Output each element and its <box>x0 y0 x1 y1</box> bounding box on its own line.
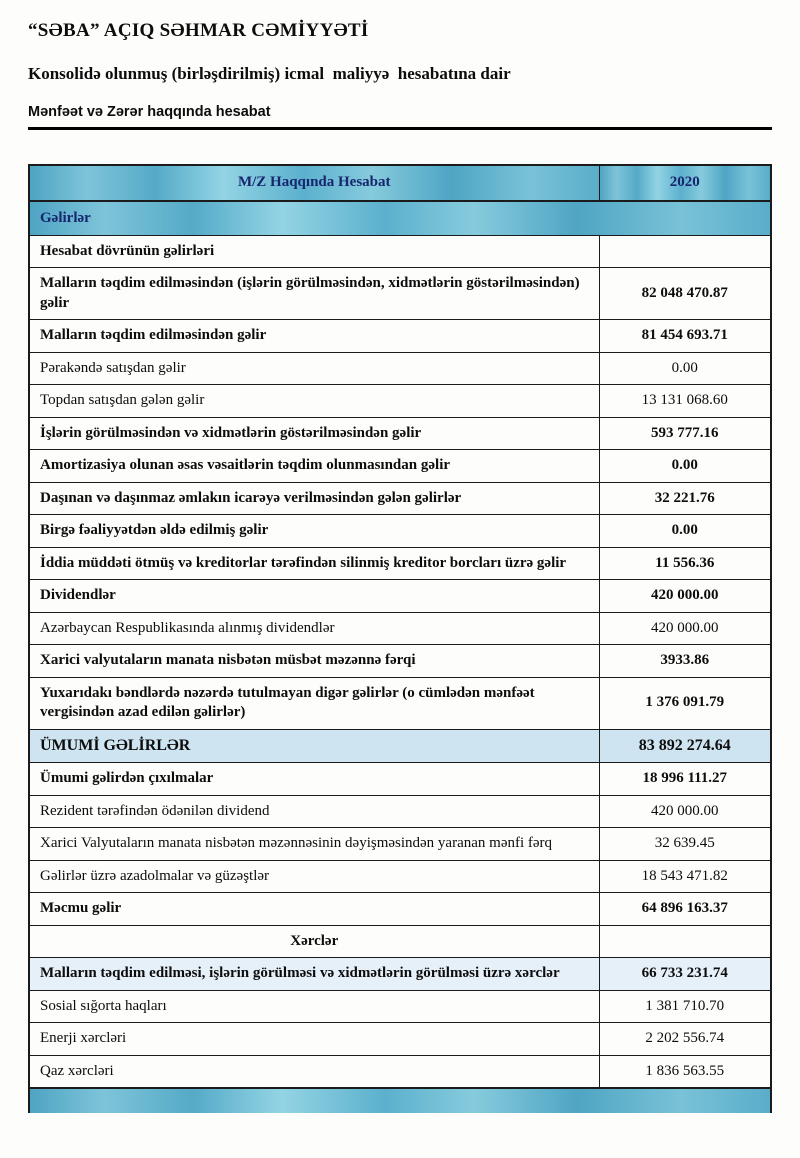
table-row <box>29 385 771 418</box>
table-row <box>29 828 771 861</box>
row-label: Malların təqdim edilməsindən gəlir <box>29 320 599 353</box>
report-table-body <box>29 201 771 1088</box>
table-row <box>29 763 771 796</box>
row-value: 66 733 231.74 <box>599 958 771 991</box>
row-value: 13 131 068.60 <box>599 385 771 418</box>
row-label: ÜMUMİ GƏLİRLƏR <box>29 729 599 763</box>
report-subtitle: Konsolidə olunmuş (birləşdirilmiş) icmal maliyyə hesabatına dair <box>28 64 511 83</box>
section-title: Gəlirlər <box>29 201 771 235</box>
table-row <box>29 417 771 450</box>
row-value: 32 639.45 <box>599 828 771 861</box>
row-value: 420 000.00 <box>599 795 771 828</box>
row-value: 1 836 563.55 <box>599 1055 771 1088</box>
row-label: Sosial sığorta haqları <box>29 990 599 1023</box>
table-row <box>29 268 771 320</box>
table-header-row <box>29 165 771 201</box>
row-value: 420 000.00 <box>599 612 771 645</box>
table-row <box>29 958 771 991</box>
row-value: 0.00 <box>599 352 771 385</box>
row-label: İddia müddəti ötmüş və kreditorlar tərəfindən silinmiş kreditor borcları üzrə gəlir <box>29 547 599 580</box>
row-label: Rezident tərəfindən ödənilən dividend <box>29 795 599 828</box>
table-row <box>29 729 771 763</box>
row-value: 1 376 091.79 <box>599 677 771 729</box>
row-value <box>599 925 771 958</box>
table-row <box>29 990 771 1023</box>
row-value: 83 892 274.64 <box>599 729 771 763</box>
row-label: Enerji xərcləri <box>29 1023 599 1056</box>
row-label: Malların təqdim edilməsindən (işlərin görülməsindən, xidmətlərin göstərilməsindən) gəlir <box>29 268 599 320</box>
table-row <box>29 320 771 353</box>
row-value: 0.00 <box>599 515 771 548</box>
row-value: 18 996 111.27 <box>599 763 771 796</box>
row-value: 2 202 556.74 <box>599 1023 771 1056</box>
row-value <box>599 235 771 268</box>
next-section-band <box>28 1089 772 1113</box>
column-header-report: M/Z Haqqında Hesabat <box>29 165 599 201</box>
table-row <box>29 860 771 893</box>
row-value: 3933.86 <box>599 645 771 678</box>
table-row <box>29 1055 771 1088</box>
row-label: Amortizasiya olunan əsas vəsaitlərin təqdim olunmasından gəlir <box>29 450 599 483</box>
page-title: Mənfəət və Zərər haqqında hesabat <box>28 104 772 130</box>
table-row <box>29 515 771 548</box>
row-value: 81 454 693.71 <box>599 320 771 353</box>
table-row <box>29 1023 771 1056</box>
table-row <box>29 677 771 729</box>
row-label: Ümumi gəlirdən çıxılmalar <box>29 763 599 796</box>
table-row <box>29 547 771 580</box>
profit-loss-table <box>28 164 772 1089</box>
financial-table-wrap <box>28 164 772 1113</box>
table-row <box>29 645 771 678</box>
row-label: Azərbaycan Respublikasında alınmış dividendlər <box>29 612 599 645</box>
table-row <box>29 893 771 926</box>
row-label: Xərclər <box>29 925 599 958</box>
table-row <box>29 580 771 613</box>
table-row <box>29 482 771 515</box>
row-label: Xarici valyutaların manata nisbətən müsbət məzənnə fərqi <box>29 645 599 678</box>
row-label: İşlərin görülməsindən və xidmətlərin göstərilməsindən gəlir <box>29 417 599 450</box>
row-label: Birgə fəaliyyətdən əldə edilmiş gəlir <box>29 515 599 548</box>
row-value: 64 896 163.37 <box>599 893 771 926</box>
row-value: 18 543 471.82 <box>599 860 771 893</box>
table-row <box>29 795 771 828</box>
column-header-year: 2020 <box>599 165 771 201</box>
row-label: Dividendlər <box>29 580 599 613</box>
row-label: Hesabat dövrünün gəlirləri <box>29 235 599 268</box>
row-label: Pərakəndə satışdan gəlir <box>29 352 599 385</box>
row-label: Topdan satışdan gələn gəlir <box>29 385 599 418</box>
table-row <box>29 235 771 268</box>
row-label: Məcmu gəlir <box>29 893 599 926</box>
row-value: 32 221.76 <box>599 482 771 515</box>
row-value: 1 381 710.70 <box>599 990 771 1023</box>
section-header-row <box>29 201 771 235</box>
row-value: 420 000.00 <box>599 580 771 613</box>
table-row <box>29 352 771 385</box>
row-value: 82 048 470.87 <box>599 268 771 320</box>
row-label: Yuxarıdakı bəndlərdə nəzərdə tutulmayan digər gəlirlər (o cümlədən mənfəət vergisindən azad edilən gəlirlər) <box>29 677 599 729</box>
row-value: 11 556.36 <box>599 547 771 580</box>
row-label: Gəlirlər üzrə azadolmalar və güzəştlər <box>29 860 599 893</box>
section-header-row <box>29 925 771 958</box>
row-label: Xarici Valyutaların manata nisbətən məzənnəsinin dəyişməsindən yaranan mənfi fərq <box>29 828 599 861</box>
row-label: Malların təqdim edilməsi, işlərin görülməsi və xidmətlərin görülməsi üzrə xərclər <box>29 958 599 991</box>
row-value: 593 777.16 <box>599 417 771 450</box>
company-title: “SƏBA” AÇIQ SƏHMAR CƏMİYYƏTİ <box>28 20 369 41</box>
table-row <box>29 612 771 645</box>
row-label: Qaz xərcləri <box>29 1055 599 1088</box>
table-row <box>29 450 771 483</box>
row-label: Daşınan və daşınmaz əmlakın icarəyə verilməsindən gələn gəlirlər <box>29 482 599 515</box>
row-value: 0.00 <box>599 450 771 483</box>
